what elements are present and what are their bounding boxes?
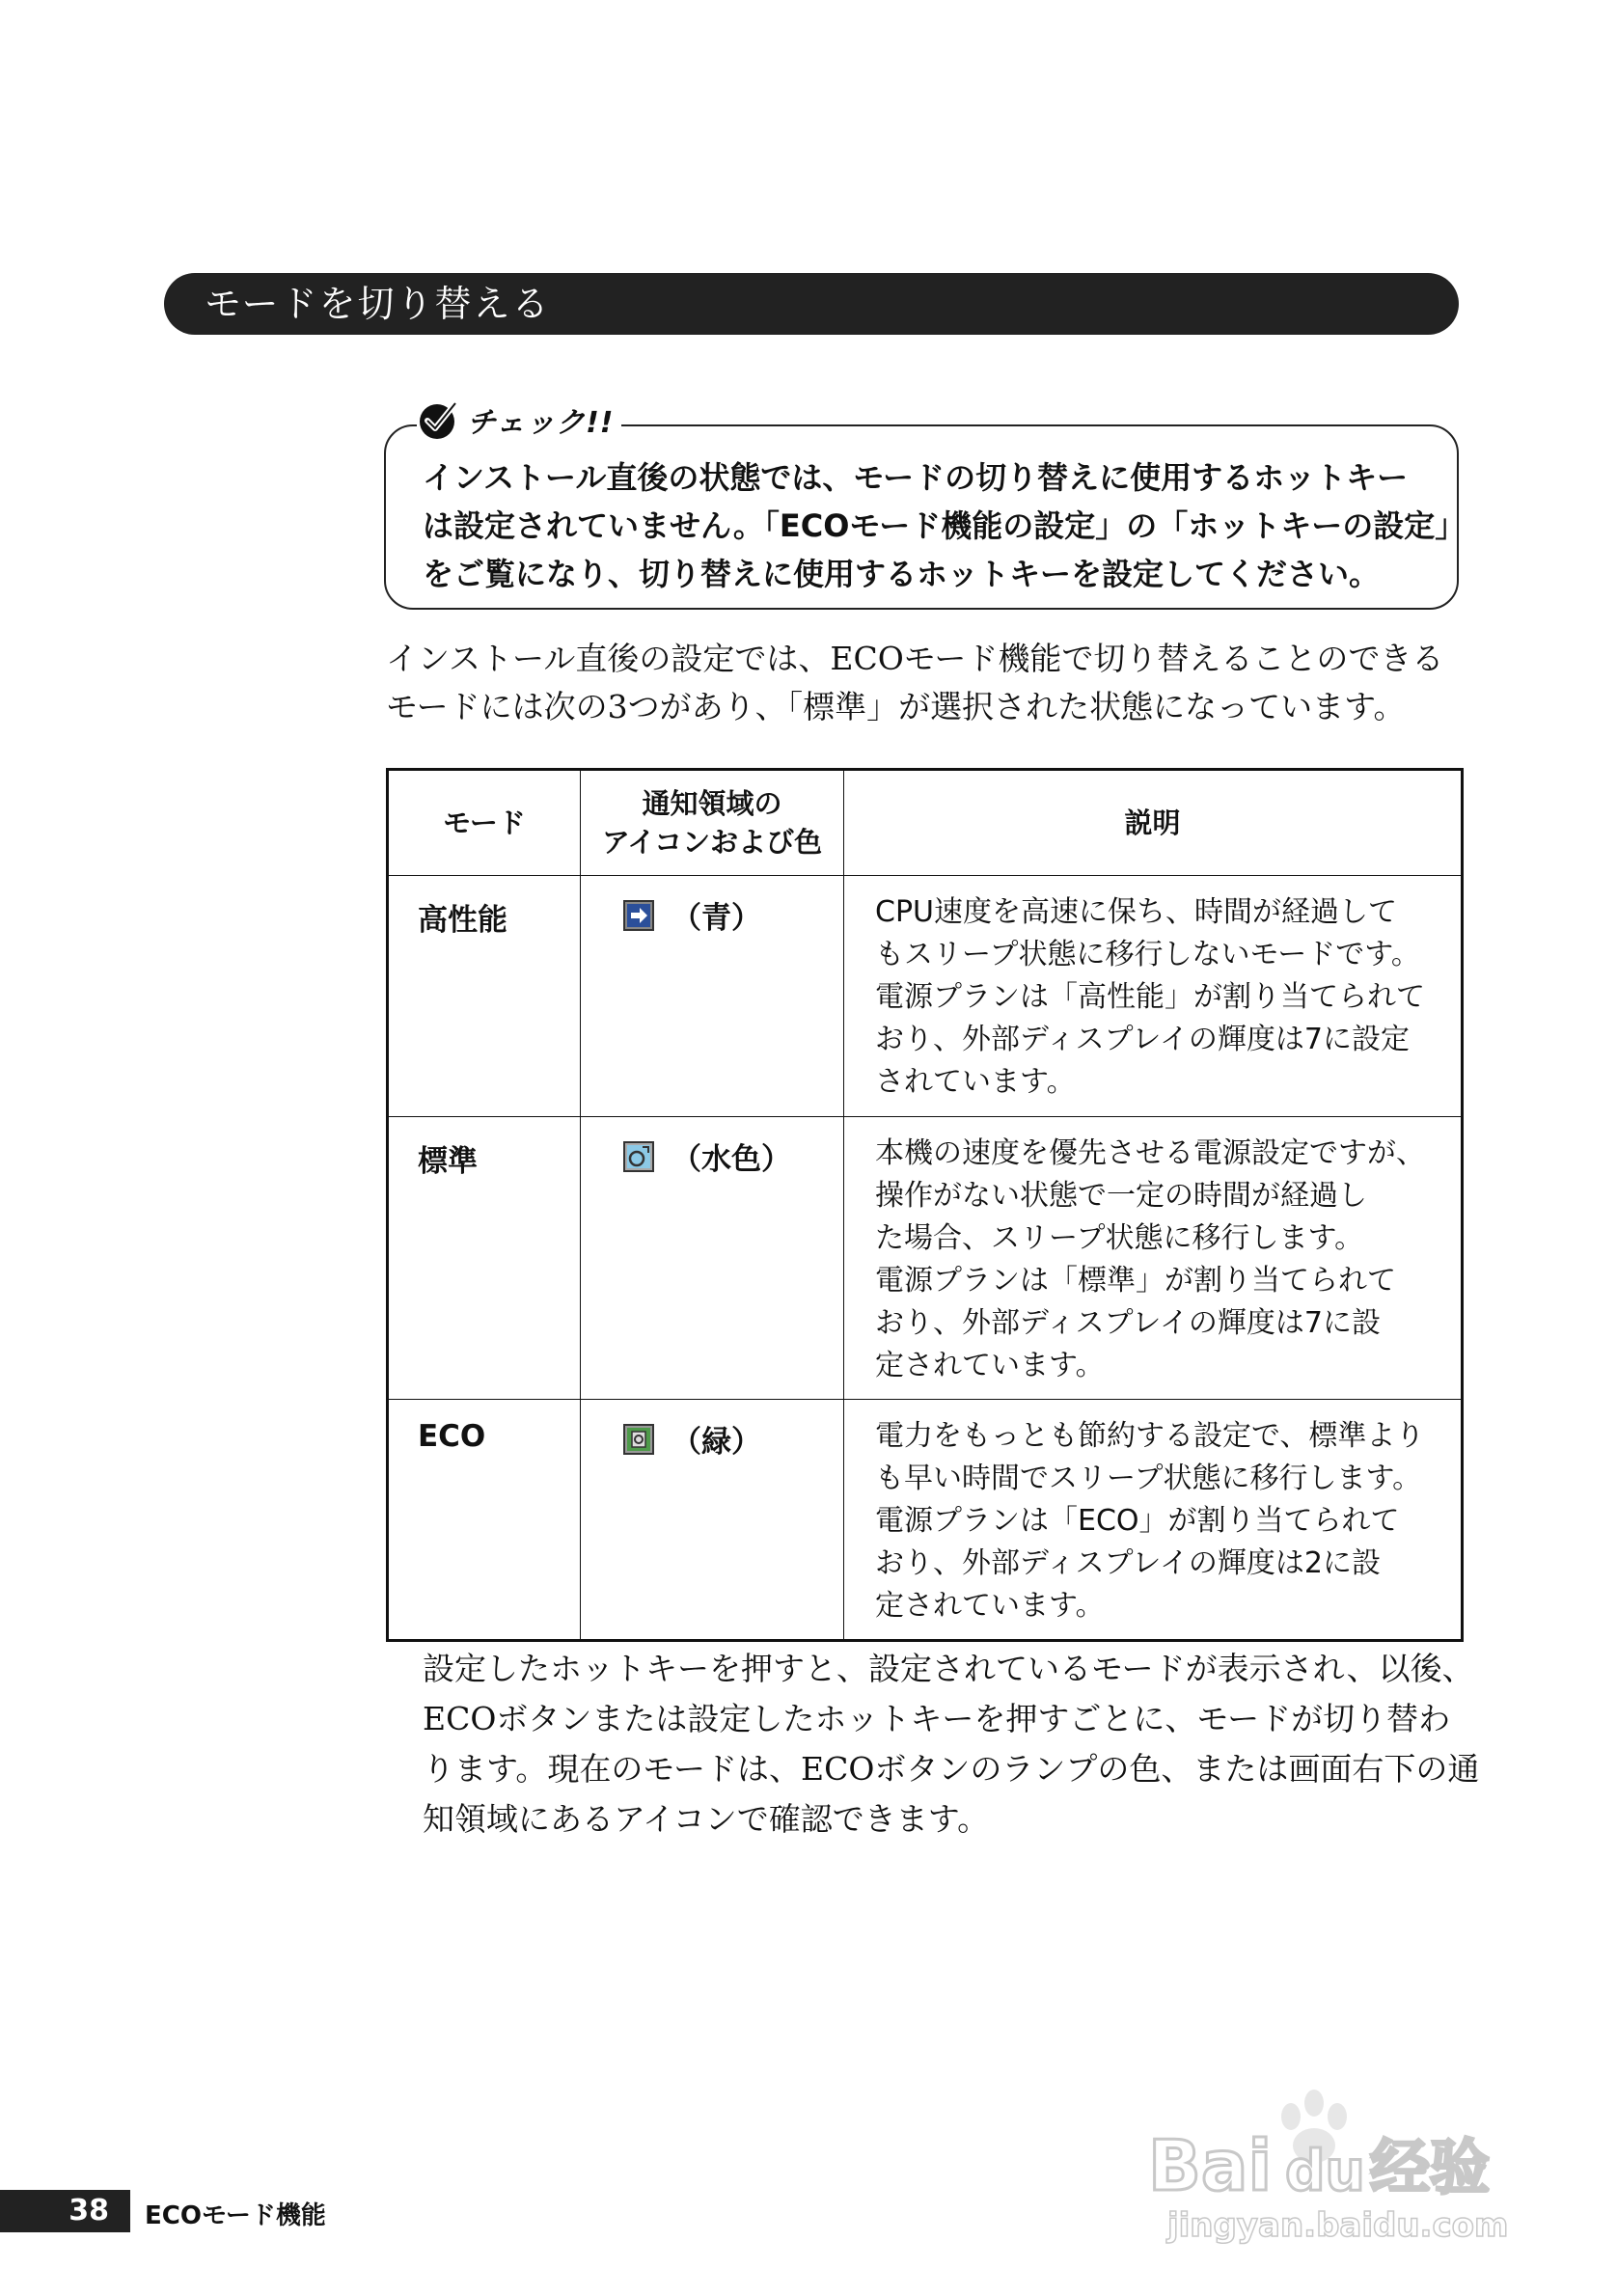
intro-line: インストール直後の設定では、ECOモード機能で切り替えることのできる <box>386 640 1444 677</box>
desc-line: CPU速度を高速に保ち、時間が経過して <box>875 895 1397 929</box>
table-row <box>388 1117 1463 1400</box>
desc-line: た場合、スリープ状態に移行します。 <box>875 1221 1364 1255</box>
baidu-watermark <box>1138 2074 1544 2248</box>
header-icon <box>581 770 844 876</box>
watermark-brand2: du <box>1285 2138 1365 2203</box>
mode-description <box>844 1400 1463 1641</box>
table-row <box>388 876 1463 1117</box>
icon-cell <box>581 1400 844 1641</box>
page-number: 38 <box>0 2190 130 2232</box>
checkmark-icon <box>417 397 461 442</box>
desc-line: おり、外部ディスプレイの輝度は7に設定 <box>875 1023 1410 1056</box>
intro-paragraph <box>386 635 1461 731</box>
performance-arrow-icon <box>623 900 654 931</box>
outro-paragraph <box>423 1644 1480 1845</box>
desc-line: もスリープ状態に移行しないモードです。 <box>875 938 1420 971</box>
icon-color-label: （水色） <box>671 1142 791 1177</box>
table-header-row <box>388 770 1463 876</box>
header-desc: 説明 <box>844 770 1463 876</box>
desc-line: 定されています。 <box>875 1349 1105 1382</box>
watermark-url: jingyan.baidu.com <box>1167 2206 1509 2245</box>
watermark-brand: Bai <box>1148 2125 1273 2206</box>
desc-line: 電源プランは「標準」が割り当てられて <box>875 1264 1396 1298</box>
section-title: モードを切り替える <box>205 283 551 325</box>
header-mode: モード <box>388 770 581 876</box>
desc-line: も早い時間でスリープ状態に移行します。 <box>875 1462 1422 1495</box>
icon-color-label: （青） <box>671 901 761 936</box>
desc-line: 電源プランは「ECO」が割り当てられて <box>875 1504 1400 1538</box>
footer-title: ECOモード機能 <box>145 2201 326 2230</box>
standard-mode-icon <box>623 1141 654 1172</box>
desc-line: おり、外部ディスプレイの輝度は7に設 <box>875 1306 1381 1340</box>
mode-name: 高性能 <box>388 876 581 1117</box>
icon-cell <box>581 876 844 1117</box>
outro-line: ECOボタンまたは設定したホットキーを押すごとに、モードが切り替わ <box>423 1700 1451 1737</box>
icon-cell <box>581 1117 844 1400</box>
eco-mode-icon <box>623 1424 654 1455</box>
section-header <box>164 273 1459 335</box>
outro-line: 知領域にあるアイコンで確認できます。 <box>423 1800 990 1838</box>
desc-line: 操作がない状態で一定の時間が経過し <box>875 1179 1367 1213</box>
mode-table <box>386 768 1464 1642</box>
check-label <box>417 396 621 444</box>
check-note-line: をご覧になり、切り替えに使用するホットキーを設定してください。 <box>423 556 1381 592</box>
icon-color-label: （緑） <box>671 1425 761 1460</box>
outro-line: 設定したホットキーを押すと、設定されているモードが表示され、以後、 <box>423 1650 1474 1687</box>
intro-line: モードには次の3つがあり、「標準」が選択された状態になっています。 <box>386 688 1406 725</box>
header-icon-line: 通知領域の <box>642 787 782 820</box>
check-note-line: は設定されていません。「ECOモード機能の設定」の「ホットキーの設定」 <box>423 507 1466 544</box>
watermark-cn: 经验 <box>1370 2132 1491 2202</box>
check-note-box <box>384 424 1466 610</box>
desc-line: 電力をもっとも節約する設定で、標準より <box>875 1419 1425 1453</box>
desc-line: されています。 <box>875 1065 1076 1099</box>
mode-description <box>844 1117 1463 1400</box>
mode-name: ECO <box>388 1400 581 1641</box>
desc-line: おり、外部ディスプレイの輝度は2に設 <box>875 1546 1381 1580</box>
table-row <box>388 1400 1463 1641</box>
outro-line: ります。現在のモードは、ECOボタンのランプの色、または画面右下の通 <box>423 1750 1480 1788</box>
header-icon-line: アイコンおよび色 <box>601 826 823 859</box>
check-note-line: インストール直後の状態では、モードの切り替えに使用するホットキー <box>423 459 1409 496</box>
mode-description <box>844 876 1463 1117</box>
desc-line: 電源プランは「高性能」が割り当てられて <box>875 980 1425 1014</box>
mode-name: 標準 <box>388 1117 581 1400</box>
desc-line: 定されています。 <box>875 1589 1105 1623</box>
check-label-text: チェック!! <box>467 406 615 440</box>
desc-line: 本機の速度を優先させる電源設定ですが、 <box>875 1136 1425 1170</box>
